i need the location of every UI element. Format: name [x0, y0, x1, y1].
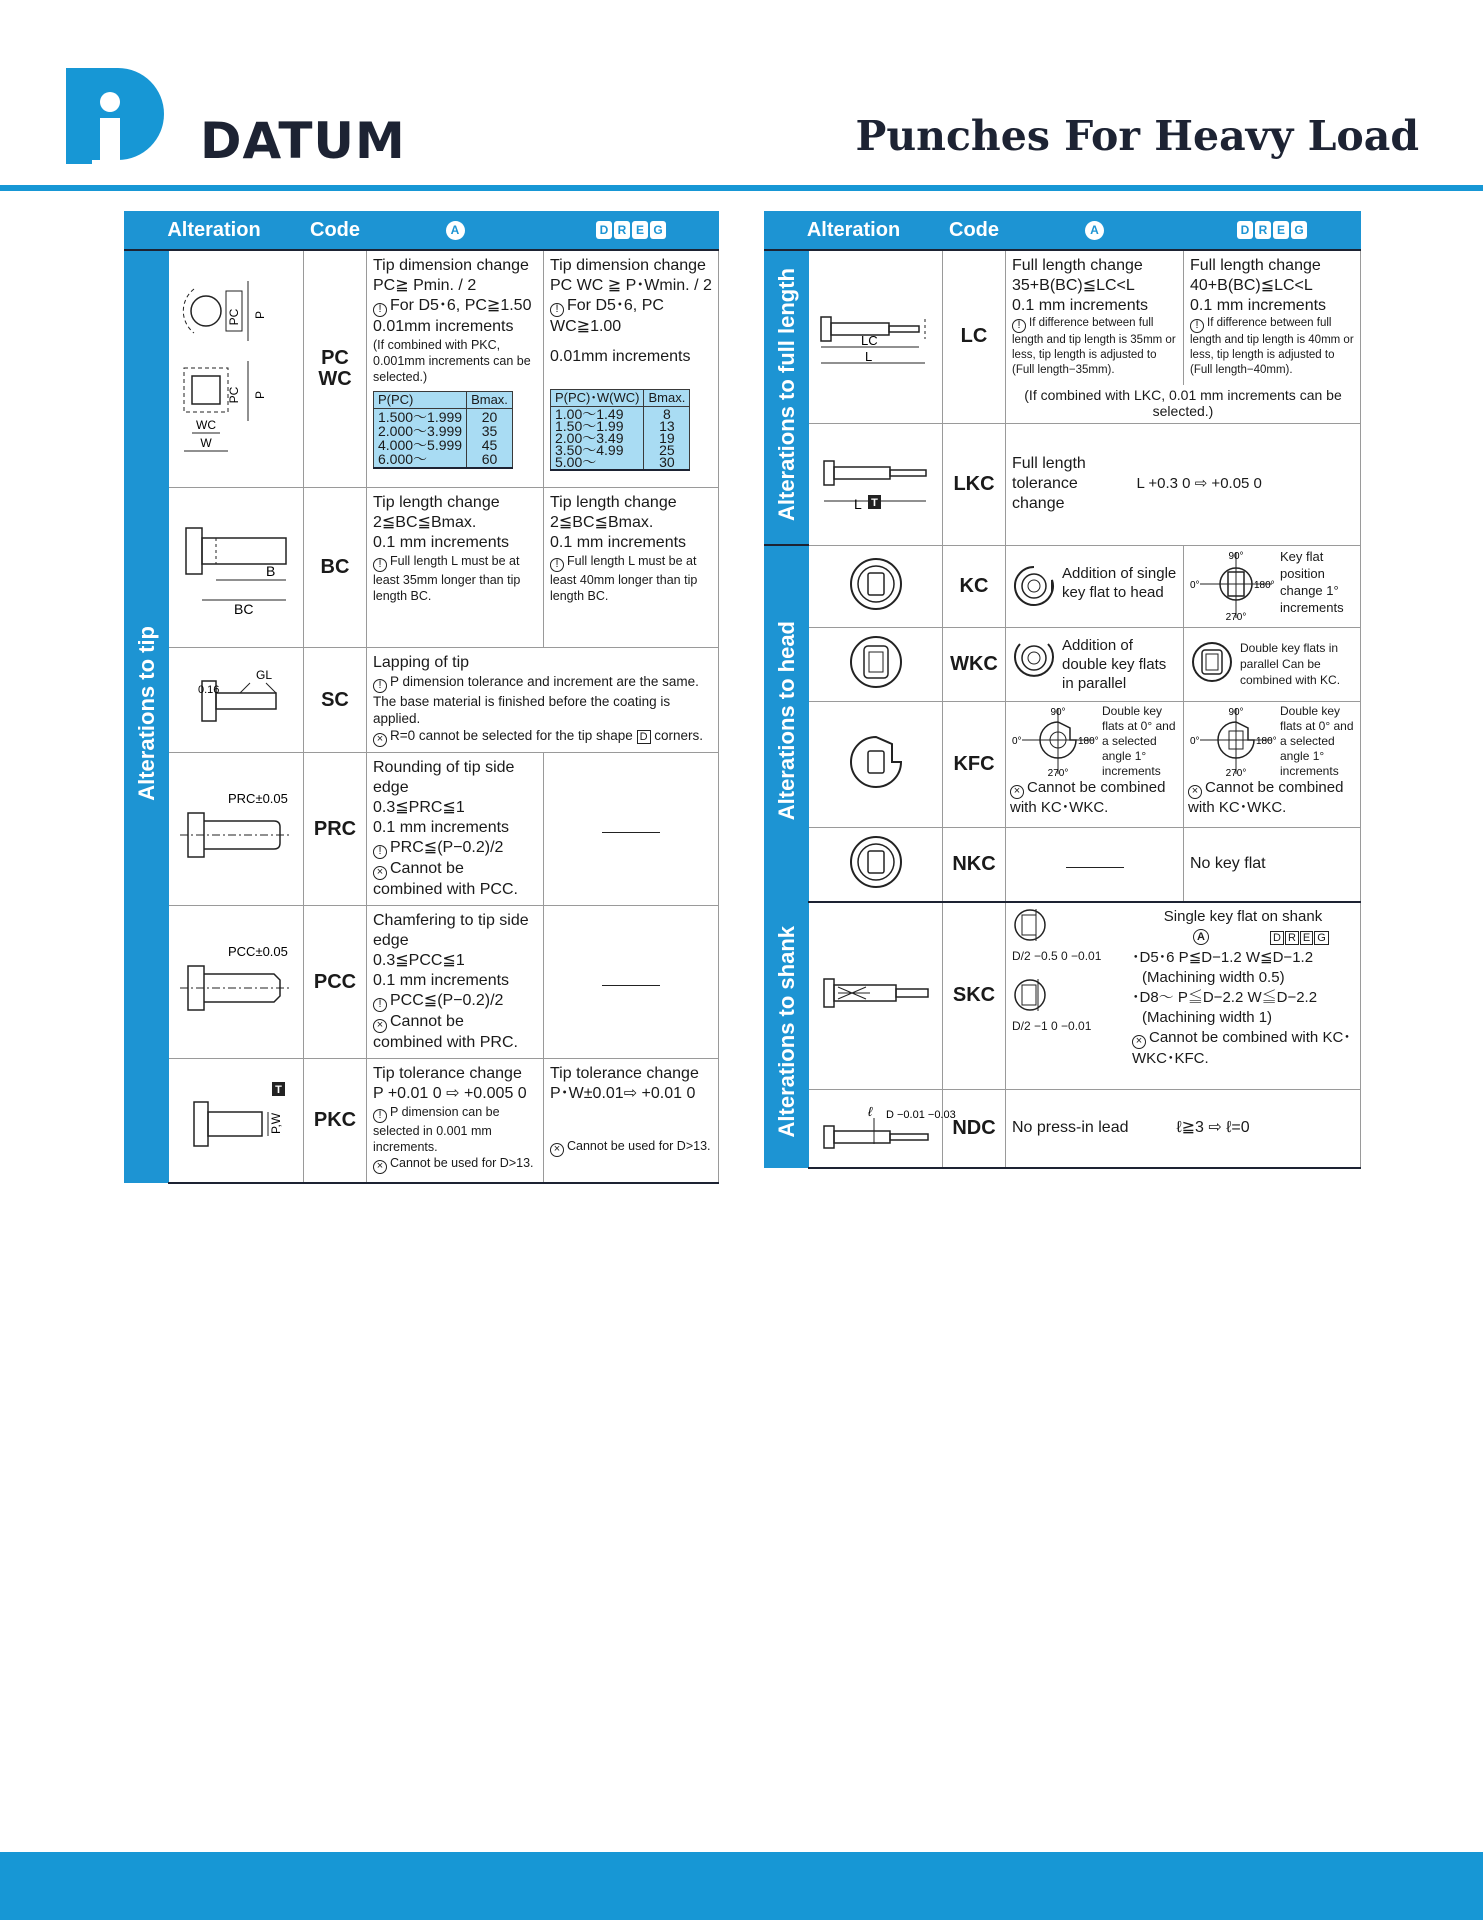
header-type-a: A — [367, 212, 544, 250]
lkc-figure — [809, 423, 943, 545]
single-key-flat-icon — [1012, 564, 1056, 608]
nkc-figure — [809, 827, 943, 902]
prc-type-dreg-na — [544, 753, 719, 906]
group-shank: Alterations to shank — [765, 902, 809, 1168]
svg-text:270°: 270° — [1047, 767, 1069, 779]
svg-text:0.16: 0.16 — [198, 683, 220, 696]
skc-figure — [809, 902, 943, 1090]
header-type-a: A — [1006, 212, 1184, 250]
svg-text:WC: WC — [196, 418, 216, 433]
lc-shared-note: (If combined with LKC, 0.01 mm increments can be selected.) — [1006, 385, 1361, 424]
prc-figure — [169, 753, 304, 906]
parallel-key-flats-icon — [1190, 640, 1234, 684]
svg-text:PC: PC — [227, 308, 241, 326]
pkc-figure — [169, 1059, 304, 1183]
pcwc-dreg-range-table: P(PC)･W(WC) Bmax. 1.00～1.49 1.50～1.99 2.00～3.49 3.50～4.99 5.00～ 8 13 19 25 30 — [550, 389, 690, 471]
svg-text:T: T — [275, 1083, 282, 1096]
header-alteration: Alteration — [125, 212, 304, 250]
code-skc: SKC — [943, 902, 1006, 1090]
svg-text:D −0.01 −0.03: D −0.01 −0.03 — [885, 1108, 956, 1121]
svg-text:L: L — [853, 495, 862, 512]
key-flat-angle-icon — [1188, 548, 1280, 622]
svg-text:180°: 180° — [1254, 579, 1275, 591]
code-nkc: NKC — [943, 827, 1006, 902]
code-sc: SC — [304, 648, 367, 753]
skc-rules: Single key flat on shank A D R E G ･D5･6 P≦D−1.2 W≦D−1.2 (Machining width 0.5) ･D8～ P≦D−2.2 W≦D−2.2 (Machining width 1) × Cannot be combined with KC･WKC･KFC. — [1132, 907, 1351, 1067]
header-code: Code — [943, 212, 1006, 250]
lc-type-dreg: Full length change 40+B(BC)≦LC<L 0.1 mm increments ! If difference between full length and tip length is 40mm or less, tip length is adjusted to (Full length−40mm). — [1184, 250, 1361, 385]
kfc-figure — [809, 701, 943, 827]
pcc-figure — [169, 906, 304, 1059]
wkc-figure — [809, 627, 943, 701]
double-key-flats-icon — [1012, 636, 1056, 680]
lkc-description: Full length tolerance change L +0.3 0 ⇨ +0.05 0 — [1006, 423, 1361, 545]
code-bc: BC — [304, 488, 367, 648]
pcwc-type-a: Tip dimension change PC≧ Pmin. / 2 ! For D5･6, PC≧1.50 0.01mm increments (If combined with PKC, 0.001mm increments can be selected.) P(PC) Bmax. 1.500～1.999 2.000～3.999 4.000～5.999 6.000～ 20 35 45 60 — [367, 250, 544, 488]
group-full-length: Alterations to full length — [765, 250, 809, 546]
svg-text:90°: 90° — [1050, 706, 1066, 718]
pcwc-a-range-table: P(PC) Bmax. 1.500～1.999 2.000～3.999 4.000～5.999 6.000～ 20 35 45 60 — [373, 391, 513, 469]
kc-figure — [809, 545, 943, 627]
ndc-figure — [809, 1090, 956, 1168]
svg-text:PC: PC — [227, 386, 241, 404]
svg-text:90°: 90° — [1228, 550, 1244, 562]
code-kc: KC — [943, 545, 1006, 627]
svg-text:180°: 180° — [1078, 735, 1099, 747]
svg-text:BC: BC — [234, 601, 254, 617]
ndc-description: No press-in lead ℓ≧3 ⇨ ℓ=0 — [1006, 1090, 1361, 1168]
pcc-type-a: Chamfering to tip side edge 0.3≦PCC≦1 0.1 mm increments ! PCC≦(P−0.2)/2 × Cannot be combined with PRC. — [367, 906, 544, 1059]
svg-text:PCC±0.05: PCC±0.05 — [228, 943, 288, 959]
kfc-angle-icon — [1010, 704, 1102, 778]
nkc-type-dreg: No key flat — [1184, 827, 1361, 902]
pkc-type-a: Tip tolerance change P +0.01 0 ⇨ +0.005 0 ! P dimension can be selected in 0.001 mm increments. × Cannot be used for D>13. — [367, 1059, 544, 1183]
svg-text:PRC±0.05: PRC±0.05 — [228, 790, 288, 806]
svg-text:90°: 90° — [1228, 706, 1244, 718]
code-lc: LC — [943, 250, 1006, 424]
svg-text:P: P — [253, 311, 267, 320]
header-type-dreg: D R E G — [1184, 212, 1361, 250]
svg-text:0°: 0° — [1190, 579, 1200, 591]
svg-text:T: T — [870, 496, 878, 509]
pcc-type-dreg-na — [544, 906, 719, 1059]
code-ndc: NDC — [943, 1090, 1006, 1168]
prc-type-a: Rounding of tip side edge 0.3≦PRC≦1 0.1 mm increments ! PRC≦(P−0.2)/2 × Cannot be combined with PCC. — [367, 753, 544, 906]
kc-type-dreg: 90° 0° 180° 270° Key flat position change 1° increments — [1184, 545, 1361, 627]
group-tip: Alterations to tip — [125, 250, 169, 1183]
footer-bar — [0, 1852, 1483, 1920]
svg-text:LC: LC — [860, 333, 878, 348]
code-kfc: KFC — [943, 701, 1006, 827]
svg-text:P,W: P,W — [269, 1112, 283, 1134]
bc-type-a: Tip length change 2≦BC≦Bmax. 0.1 mm increments ! Full length L must be at least 35mm longer than tip length BC. — [367, 488, 544, 648]
header-rule — [0, 185, 1483, 191]
header-code: Code — [304, 212, 367, 250]
sc-description: Lapping of tip ! P dimension tolerance and increment are the same. The base material is finished before the coating is applied. × R=0 cannot be selected for the tip shape D corners. — [367, 648, 719, 753]
bc-figure — [169, 488, 304, 648]
wkc-type-a: Addition of double key flats in parallel — [1006, 627, 1184, 701]
wkc-type-dreg: Double key flats in parallel Can be combined with KC. — [1184, 627, 1361, 701]
header-type-dreg: D R E G — [544, 212, 719, 250]
code-lkc: LKC — [943, 423, 1006, 545]
svg-text:L: L — [864, 349, 872, 364]
pkc-type-dreg: Tip tolerance change P･W±0.01⇨ +0.01 0 × Cannot be used for D>13. — [544, 1059, 719, 1183]
svg-text:W: W — [200, 436, 212, 451]
kc-type-a: Addition of single key flat to head — [1006, 545, 1184, 627]
code-prc: PRC — [304, 753, 367, 906]
group-head: Alterations to head — [765, 545, 809, 902]
svg-text:ℓ: ℓ — [867, 1103, 872, 1119]
svg-text:270°: 270° — [1225, 611, 1247, 623]
header-alteration: Alteration — [765, 212, 943, 250]
skc-description — [1006, 902, 1361, 1090]
svg-text:180°: 180° — [1256, 735, 1277, 747]
code-pcwc: PC WC — [304, 250, 367, 488]
nkc-type-a-na — [1006, 827, 1184, 902]
brand-name: DATUM — [200, 112, 406, 170]
kfc-dreg-angle-icon — [1188, 704, 1280, 778]
tip-alterations-table — [124, 211, 719, 1184]
svg-text:P: P — [253, 391, 267, 400]
sc-figure — [169, 648, 304, 753]
bc-type-dreg: Tip length change 2≦BC≦Bmax. 0.1 mm increments ! Full length L must be at least 40mm longer than tip length BC. — [544, 488, 719, 648]
kfc-type-dreg: 90° 0° 180° 270° Double key flats at 0° and a selected angle 1° increments × Cannot be combined with KC･WKC. — [1184, 701, 1361, 827]
kfc-type-a: 90° 0° 180° 270° Double key flats at 0° and a selected angle 1° increments × Cannot be combined with KC･WKC. — [1006, 701, 1184, 827]
lc-type-a: Full length change 35+B(BC)≦LC<L 0.1 mm increments ! If difference between full length and tip length is 35mm or less, tip length is adjusted to (Full length−35mm). — [1006, 250, 1184, 385]
svg-text:B: B — [266, 563, 276, 579]
page-title: Punches For Heavy Load — [855, 112, 1419, 160]
code-pcc: PCC — [304, 906, 367, 1059]
pcwc-figure — [169, 250, 304, 488]
svg-text:0°: 0° — [1190, 735, 1200, 747]
pcwc-type-dreg: Tip dimension change PC WC ≧ P･Wmin. / 2 ! For D5･6, PC WC≧1.00 0.01mm increments P(PC)･W(WC) Bmax. 1.00～1.49 1.50～1.99 2.00～3.49 3.50～4.99 5.00～ 8 13 19 25 30 — [544, 250, 719, 488]
code-wkc: WKC — [943, 627, 1006, 701]
svg-text:GL: GL — [256, 667, 273, 682]
svg-text:270°: 270° — [1225, 767, 1247, 779]
lc-figure — [809, 250, 943, 424]
datum-logo-icon — [66, 68, 164, 164]
length-head-shank-alterations-table — [764, 211, 1361, 1169]
skc-dimension-figures: D/2 −0.5 0 −0.01 D/2 −1 0 −0.01 — [1012, 907, 1130, 1033]
code-pkc: PKC — [304, 1059, 367, 1183]
svg-text:0°: 0° — [1012, 735, 1022, 747]
